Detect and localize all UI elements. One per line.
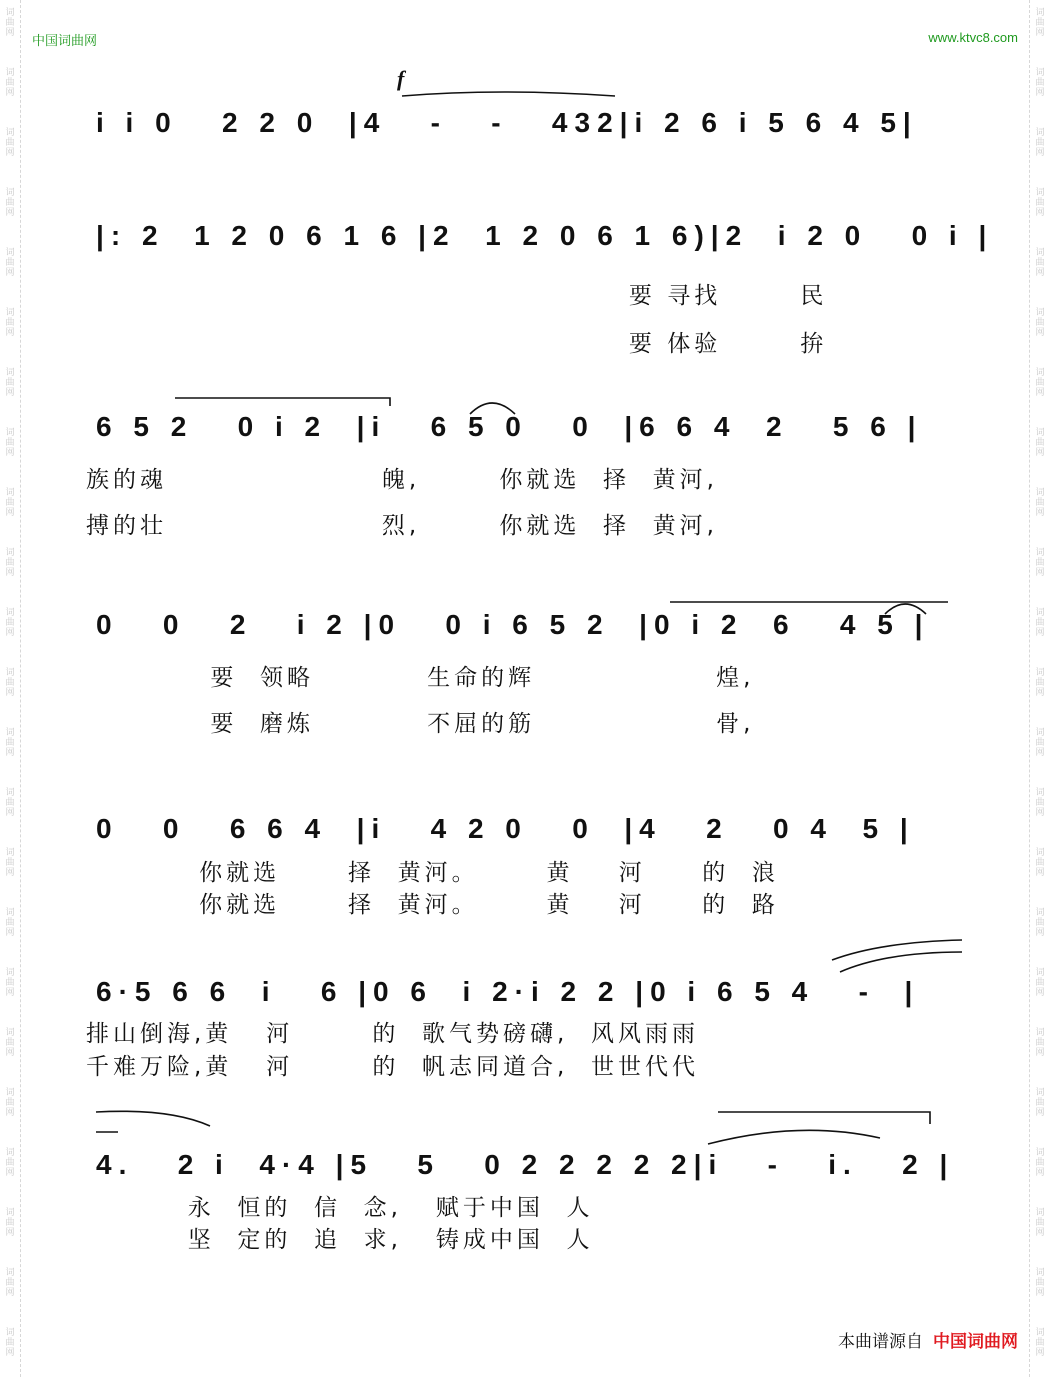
watermark-text: 词曲网	[1035, 788, 1045, 818]
watermark-text: 词曲网	[1035, 128, 1045, 158]
lyric-line: 永 恒的 信 念, 赋于中国 人	[86, 1195, 594, 1221]
watermark-text: 词曲网	[5, 668, 15, 698]
watermark-text: 词曲网	[1035, 368, 1045, 398]
watermark-text: 词曲网	[1035, 548, 1045, 578]
watermark-text: 词曲网	[5, 728, 15, 758]
lyric-line: 搏的壮 烈, 你就选 择 黄河,	[86, 513, 718, 539]
slur-arc	[175, 398, 390, 406]
score-notes-line: 6·5 6 6 i 6 |0 6 i 2·i 2 2 |0 i 6 5 4 - |	[96, 976, 920, 1007]
watermark-text: 词曲网	[5, 488, 15, 518]
watermark-text: 词曲网	[1035, 908, 1045, 938]
watermark-text: 词曲网	[1035, 1148, 1045, 1178]
score-notes-line: 0 0 6 6 4 |i 4 2 0 0 |4 2 0 4 5 |	[96, 813, 915, 844]
score-notes-line: 0 0 2 i 2 |0 0 i 6 5 2 |0 i 2 6 4 5 |	[96, 609, 930, 640]
watermark-text: 词曲网	[5, 428, 15, 458]
score-notes-line: i i 0 2 2 0 |4 - - 432|i 2 6 i 5 6 4 5|	[96, 107, 918, 138]
watermark-text: 词曲网	[5, 548, 15, 578]
watermark-text: 词曲网	[5, 1148, 15, 1178]
watermark-text: 词曲网	[5, 908, 15, 938]
watermark-text: 词曲网	[5, 8, 15, 38]
watermark-text: 词曲网	[5, 968, 15, 998]
watermark-text: 词曲网	[1035, 968, 1045, 998]
source-label: 本曲谱源自	[838, 1332, 923, 1352]
watermark-text: 词曲网	[1035, 1328, 1045, 1358]
watermark-text: 词曲网	[1035, 1028, 1045, 1058]
lyric-line: 要 磨炼 不屈的筋 骨,	[86, 711, 755, 737]
dynamic-forte-mark: f	[397, 66, 405, 91]
watermark-text: 词曲网	[1035, 848, 1045, 878]
slur-arc	[840, 952, 962, 972]
watermark-text: 词曲网	[5, 1028, 15, 1058]
watermark-text: 词曲网	[5, 608, 15, 638]
lyric-line: 你就选 择 黄河。 黄 河 的 路	[86, 892, 779, 918]
site-name-header[interactable]: 中国词曲网	[32, 34, 98, 49]
watermark-text: 词曲网	[1035, 188, 1045, 218]
watermark-text: 词曲网	[5, 788, 15, 818]
watermark-text: 词曲网	[5, 68, 15, 98]
footer-site-link[interactable]: 中国词曲网	[933, 1332, 1018, 1352]
score-notes-line: |: 2 1 2 0 6 1 6 |2 1 2 0 6 1 6)|2 i 2 0 0 i |	[96, 220, 994, 251]
watermark-text: 词曲网	[5, 188, 15, 218]
watermark-text: 词曲网	[5, 848, 15, 878]
lyric-line: 要 寻找 民	[86, 283, 828, 309]
source-footer	[838, 1327, 1018, 1352]
watermark-text: 词曲网	[5, 1208, 15, 1238]
watermark-text: 词曲网	[1035, 608, 1045, 638]
lyric-line: 族的魂 魄, 你就选 择 黄河,	[86, 467, 718, 493]
watermark-text: 词曲网	[1035, 488, 1045, 518]
watermark-text: 词曲网	[1035, 308, 1045, 338]
watermark-text: 词曲网	[5, 128, 15, 158]
lyric-line: 坚 定的 追 求, 铸成中国 人	[86, 1227, 594, 1253]
watermark-text: 词曲网	[5, 1268, 15, 1298]
score-notes-line: 6 5 2 0 i 2 |i 6 5 0 0 |6 6 4 2 5 6 |	[96, 411, 923, 442]
score-notes-line: 4. 2 i 4·4 |5 5 0 2 2 2 2 2|i - i. 2 |	[96, 1149, 955, 1180]
watermark-text: 词曲网	[1035, 728, 1045, 758]
watermark-text: 词曲网	[5, 1088, 15, 1118]
lyric-line: 排山倒海,黄 河 的 歌气势磅礴, 风风雨雨	[86, 1021, 699, 1047]
slur-arc	[96, 1111, 210, 1126]
lyric-line: 你就选 择 黄河。 黄 河 的 浪	[86, 860, 779, 886]
slur-arc	[470, 403, 515, 414]
watermark-text: 词曲网	[1035, 428, 1045, 458]
slur-arc	[708, 1130, 880, 1144]
lyric-line: 千难万险,黄 河 的 帆志同道合, 世世代代	[86, 1054, 699, 1080]
watermark-text: 词曲网	[5, 1328, 15, 1358]
watermark-text: 词曲网	[5, 308, 15, 338]
watermark-text: 词曲网	[1035, 1268, 1045, 1298]
slur-arc	[718, 1112, 930, 1124]
watermark-text: 词曲网	[1035, 8, 1045, 38]
watermark-text: 词曲网	[5, 368, 15, 398]
watermark-text: 词曲网	[1035, 248, 1045, 278]
slur-arc	[885, 604, 926, 614]
watermark-text: 词曲网	[1035, 1088, 1045, 1118]
watermark-text: 词曲网	[5, 248, 15, 278]
lyric-line: 要 体验 拚	[86, 331, 828, 357]
site-url-header[interactable]: www.ktvc8.com	[928, 30, 1018, 45]
watermark-text: 词曲网	[1035, 668, 1045, 698]
slur-arc	[402, 92, 615, 96]
watermark-text: 词曲网	[1035, 68, 1045, 98]
lyric-line: 要 领略 生命的辉 煌,	[86, 665, 755, 691]
watermark-text: 词曲网	[1035, 1208, 1045, 1238]
